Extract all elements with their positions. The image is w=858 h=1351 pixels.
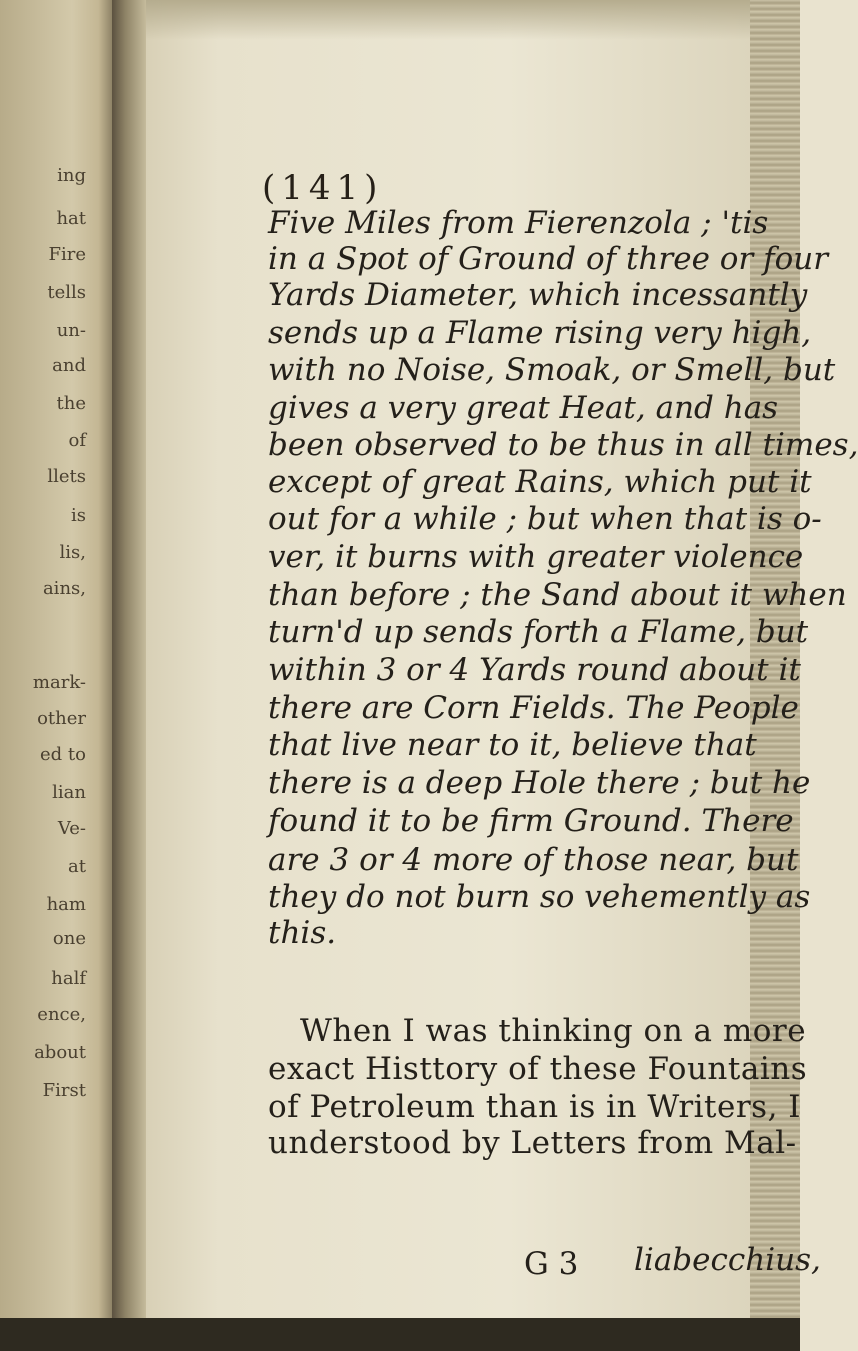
text-line: Five Miles from Fierenzola ; 'tis <box>268 205 769 241</box>
signature-mark: G 3 <box>524 1246 579 1282</box>
text-line: out for a while ; but when that is o- <box>268 501 822 537</box>
facing-page-fragment: un- <box>56 320 86 341</box>
facing-page-fragment: and <box>52 355 86 376</box>
text-line: there is a deep Hole there ; but he <box>268 765 811 801</box>
facing-page-fragment: ed to <box>40 744 86 765</box>
facing-page-fragment: lis, <box>59 542 86 563</box>
facing-page-fragment: other <box>37 708 86 729</box>
text-line: been observed to be thus in all times, <box>268 427 858 463</box>
text-line: of Petroleum than is in Writers, I <box>268 1089 802 1125</box>
text-line: there are Corn Fields. The People <box>268 690 799 726</box>
text-line: found it to be firm Ground. There <box>268 803 794 839</box>
facing-page-fragment: lian <box>52 782 86 803</box>
text-line: gives a very great Heat, and has <box>268 390 779 426</box>
facing-page-fragment: is <box>71 505 86 526</box>
text-line: When I was thinking on a more <box>300 1013 807 1049</box>
facing-page-fragment: ence, <box>37 1004 86 1025</box>
facing-page-fragment: ing <box>57 165 86 186</box>
facing-page-fragment: First <box>42 1080 86 1101</box>
page-number: (141) <box>262 168 384 208</box>
facing-page-fragment: the <box>56 393 86 414</box>
text-line: ver, it burns with greater violence <box>268 539 804 575</box>
facing-page-fragment: at <box>68 856 86 877</box>
text-line: within 3 or 4 Yards round about it <box>268 652 801 688</box>
text-line: exact Histtory of these Fountains <box>268 1051 808 1087</box>
text-line: this. <box>268 915 337 951</box>
facing-page-fragment: hat <box>56 208 86 229</box>
facing-page-fragment: of <box>68 430 86 451</box>
facing-page-fragment: Fire <box>48 244 86 265</box>
text-line: are 3 or 4 more of those near, but <box>268 842 799 878</box>
facing-page-fragment: ains, <box>42 578 86 599</box>
facing-page-edge <box>0 0 120 1351</box>
facing-page-fragment: half <box>51 968 86 989</box>
facing-page-fragment: llets <box>47 466 86 487</box>
facing-page-fragment: one <box>52 928 86 949</box>
text-line: that live near to it, believe that <box>268 727 757 763</box>
book-gutter <box>112 0 146 1351</box>
text-line: than before ; the Sand about it when <box>268 577 847 613</box>
text-line: they do not burn so vehemently as <box>268 879 811 915</box>
text-line: in a Spot of Ground of three or four <box>268 241 829 277</box>
text-line: with no Noise, Smoak, or Smell, but <box>268 352 836 388</box>
facing-page-fragment: mark- <box>32 672 86 693</box>
facing-page-fragment: about <box>34 1042 86 1063</box>
catchword: liabecchius, <box>634 1242 821 1278</box>
text-line: understood by Letters from Mal- <box>268 1125 797 1161</box>
facing-page-fragment: tells <box>47 282 86 303</box>
text-line: except of great Rains, which put it <box>268 464 812 500</box>
facing-page-fragment: ham <box>46 894 86 915</box>
text-line: turn'd up sends forth a Flame, but <box>268 614 809 650</box>
text-line: sends up a Flame rising very high, <box>268 315 812 351</box>
page-top-shadow <box>146 0 750 40</box>
scan-bottom-edge <box>0 1318 800 1351</box>
text-line: Yards Diameter, which incessantly <box>268 277 808 313</box>
facing-page-fragment: Ve- <box>57 818 86 839</box>
